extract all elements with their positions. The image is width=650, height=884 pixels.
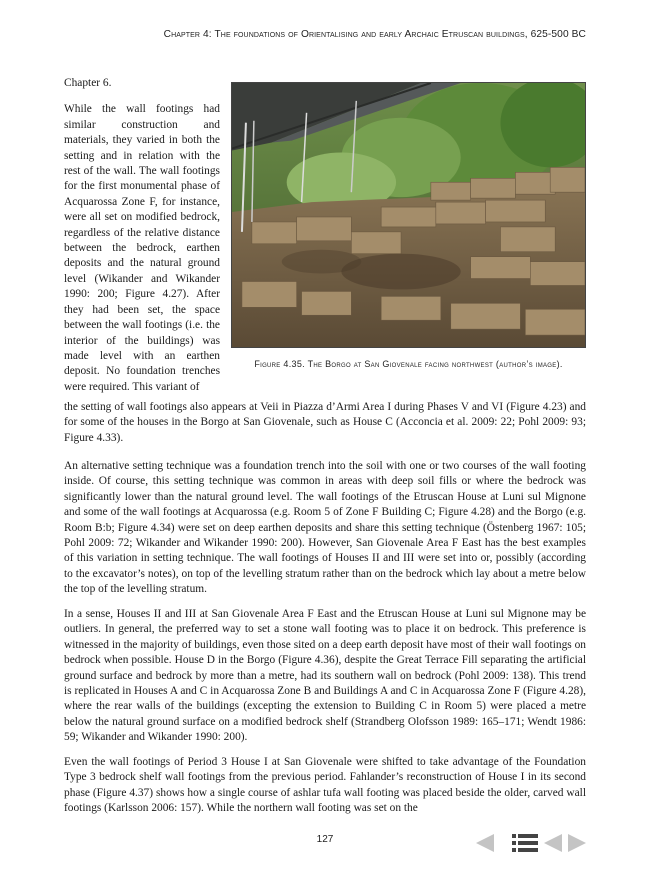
paragraph-foundation-trench: [64, 459, 586, 598]
running-head: [64, 29, 586, 40]
page-navigation: [474, 834, 594, 854]
paragraph-outliers-text: In a sense, Houses II and III at San Giovenale Area F East and the Etruscan House at Luni sul Mignone may be outliers. In general, the preferred way to set a stone wall footing was to place it on bedrock. This preference is witnessed in the majority of buildings, even those sited on a deep earth deposit have most of their wall footings on bedrock when possible. House D in the Borgo (Figure 4.36), despite the Great Terrace Fill separating the artificial ground surface and bedrock by more than a metre, had its southern wall on bedrock (Pohl 2009: 138). This trend is replicated in Houses A and C in Acquarossa Zone B and Buildings A and C in Acquarossa Zone F (Figure 4.28), where the rear walls of the buildings (excepting the extension to Building C in Room 5) were placed a metre below the natural ground surface on a modified bedrock shelf (Strandberg Olofsson 1989: 165–171; Wendt 1986: 59; Wikander and Wikander 1990: 200).: [64, 608, 586, 744]
paragraph-wall-footings: While the wall footings had similar construction and materials, they varied in both the setting and in relation with the rest of the wall. The wall footings for the first monumental phase of Acquarossa Zone F, for instance, were all set on modified bedrock, regardless of the relative distance between the bedrock, earthen deposits and the natural ground level (Wikander and Wikander 1990: 200; Figure 4.27). After they had been set, the space between the wall footings (i.e. the interior of the buildings) was made level with an earthen deposit. No foundation trenches were required. This variant of: [64, 103, 220, 393]
paragraph-outliers: [64, 607, 586, 746]
side-column-text: [64, 76, 220, 395]
running-head-text: Chapter 4: The foundations of Orientalising and early Archaic Etruscan buildings, 625-500 BC: [163, 29, 586, 40]
paragraph-period-3: [64, 755, 586, 817]
next-page-icon[interactable]: [568, 834, 586, 857]
first-page-icon[interactable]: [474, 834, 494, 857]
figure-4-35: [231, 82, 586, 371]
page-number: 127: [316, 834, 334, 845]
contents-icon[interactable]: [512, 834, 538, 857]
paragraph-continuation: [64, 400, 586, 446]
paragraph-period-3-text: Even the wall footings of Period 3 House I at San Giovenale were shifted to take advantage of the Foundation Type 3 bedrock shelf wall footings from the previous period. Fahlander’s reconstruction of House I in its second phase (Figure 4.37) shows how a single course of ashlar tufa wall footing was placed beside the older, carved wall footings (Karlsson 2006: 157). While the northern wall footing was set on the: [64, 756, 586, 815]
figure-caption: [231, 357, 586, 371]
chapter-reference: Chapter 6.: [64, 77, 112, 89]
figure-caption-text: Figure 4.35. The Borgo at San Giovenale facing northwest (author’s image).: [254, 359, 563, 369]
paragraph-veii: the setting of wall footings also appears at Veii in Piazza d’Armi Area I during Phases V and VI (Figure 4.23) and for some of the houses in the Borgo at San Giovenale, such as House C (Acconcia et al. 2009: 22; Pohl 2009: 93; Figure 4.33).: [64, 401, 586, 444]
paragraph-foundation-trench-text: An alternative setting technique was a foundation trench into the soil with one or two courses of the wall footing inside. Of course, this setting technique was common in areas with deep soil fills or where the bedrock was significantly lower than the natural ground level. The wall footings of the Etruscan House at Luni sul Mignone and some of the wall footings at Acquarossa (e.g. Room 5 of Zone F Building C; Figure 4.28) and the Borgo (e.g. Room B:b; Figure 4.34) were set on deep earthen deposits and share this setting technique (Östenberg 1967: 105; Pohl 2009: 72; Wikander and Wikander 1990: 200). However, San Giovenale Area F East has the best examples of this variation in setting technique. The wall footings of Houses II and III were set into or, possibly (according to the excavator’s notes), on top of the levelling stratum rather than on the bedrock which lay about a metre below the top of the levelling stratum.: [64, 460, 586, 596]
previous-page-icon[interactable]: [544, 834, 562, 857]
excavation-photo: [231, 82, 586, 348]
